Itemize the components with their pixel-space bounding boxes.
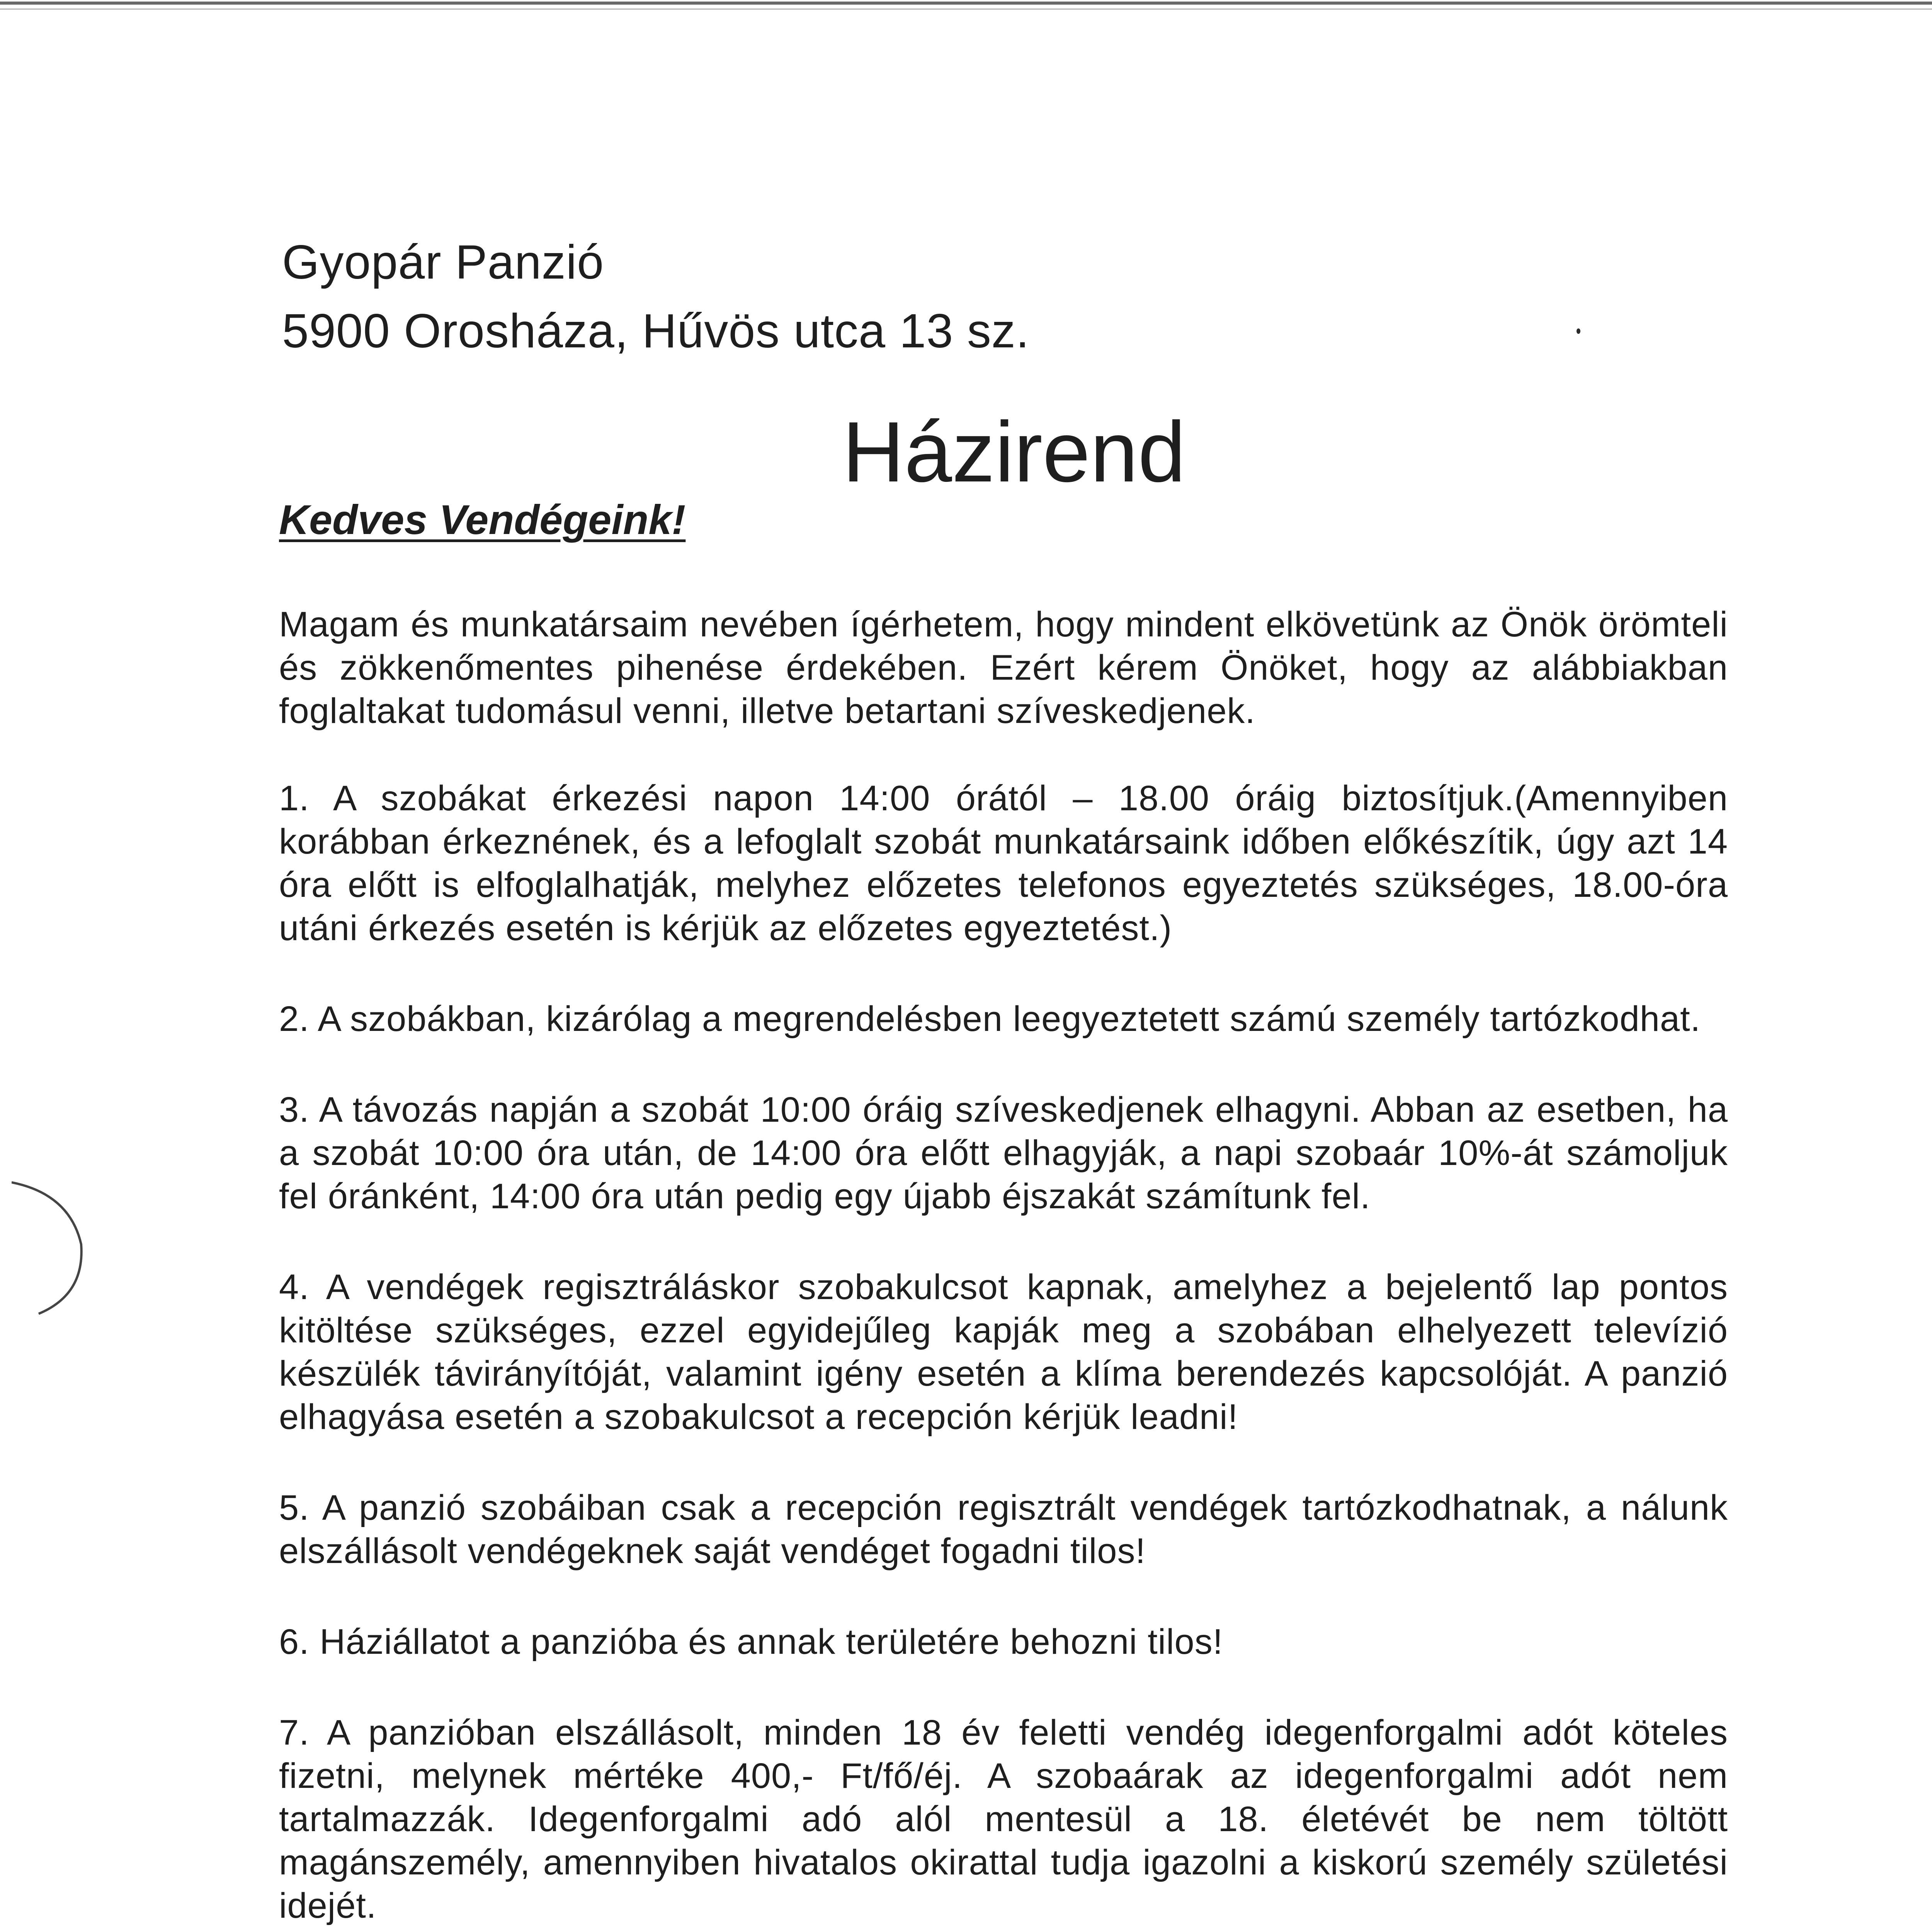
scan-speck (1577, 328, 1580, 334)
business-address: 5900 Orosháza, Hűvös utca 13 sz. (282, 304, 1030, 358)
rule-item: 2. A szobákban, kizárólag a megrendelésben leegyeztetett számú személy tartózkodhat. (279, 999, 1701, 1039)
rule-item: 4. A vendégek regisztráláskor szobakulcsot kapnak, amelyhez a bejelentő lap pontos kitöltése szükséges, ezzel egyidejűleg kapják meg a szobában elhelyezett televízió készülék távirányítóját, valamint igény esetén a klíma berendezés kapcsolóját. A panzió elhagyása esetén a szobakulcsot a recepción kérjük leadni! (279, 1267, 1728, 1437)
intro-paragraph: Magam és munkatársaim nevében ígérhetem, hogy mindent elkövetünk az Önök örömteli és zökkenőmentes pihenése érdekében. Ezért kérem Önöket, hogy az alábbiakban foglaltakat tudomásul venni, illetve betartani szíveskedjenek. (279, 605, 1728, 731)
business-name: Gyopár Panzió (282, 236, 604, 289)
rule-item: 1. A szobákat érkezési napon 14:00 órától – 18.00 óráig biztosítjuk.(Amennyiben korábban érkeznének, és a lefoglalt szobát munkatársaink időben előkészítik, úgy azt 14 óra előtt is elfoglalhatják, melyhez előzetes telefonos egyeztetés szükséges, 18.00-óra utáni érkezés esetén is kérjük az előzetes egyeztetést.) (279, 779, 1728, 948)
punch-hole-mark (12, 1179, 93, 1318)
letterhead (282, 228, 1029, 366)
scan-edge-line-faint (0, 9, 1932, 10)
rule-item: 7. A panzióban elszállásolt, minden 18 év feletti vendég idegenforgalmi adót köteles fizetni, melynek mértéke 400,- Ft/fő/éj. A szobaárak az idegenforgalmi adót nem tartalmazzák. Idegenforgalmi adó alól mentesül a 18. életévét be nem töltött magánszemély, amennyiben hivatalos okirattal tudja igazolni a kiskorú személy születési idejét. (279, 1713, 1728, 1925)
document-title: Házirend (842, 404, 1186, 500)
rules-list (279, 777, 1728, 1932)
scan-edge-line (0, 2, 1932, 5)
rule-item: 6. Háziállatot a panzióba és annak területére behozni tilos! (279, 1622, 1223, 1662)
rule-item: 3. A távozás napján a szobát 10:00 óráig szíveskedjenek elhagyni. Abban az esetben, ha a szobát 10:00 óra után, de 14:00 óra előtt elhagyják, a napi szobaár 10%-át számoljuk fel óránként, 14:00 óra után pedig egy újabb éjszakát számítunk fel. (279, 1090, 1728, 1216)
greeting: Kedves Vendégeink! (279, 496, 686, 543)
rule-item: 5. A panzió szobáiban csak a recepción regisztrált vendégek tartózkodhatnak, a nálunk elszállásolt vendégeknek saját vendéget fogadni tilos! (279, 1488, 1728, 1571)
